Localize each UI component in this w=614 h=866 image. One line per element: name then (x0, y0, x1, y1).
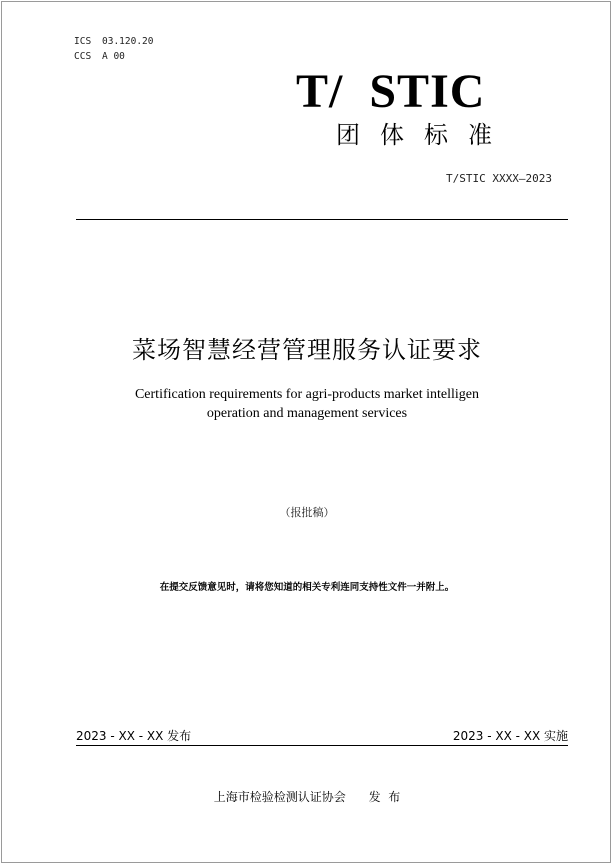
ccs-value: A 00 (102, 51, 125, 62)
publisher-name: 上海市检验检测认证协会 (213, 790, 346, 804)
title-chinese: 菜场智慧经营管理服务认证要求 (132, 336, 482, 364)
standard-logo: T/ STIC (296, 65, 486, 118)
standard-type: 团体标准 (336, 121, 512, 149)
ics-label: ICS (74, 36, 92, 47)
standard-code: T/STIC XXXX—2023 (446, 172, 552, 185)
publisher (0, 788, 614, 805)
ccs-label: CCS (74, 51, 92, 62)
draft-status: （报批稿） (279, 506, 335, 519)
patent-notice: 在提交反馈意见时，请将您知道的相关专利连同支持性文件一并附上。 (159, 582, 455, 593)
publish-date: 2023 - XX - XX 发布 (76, 729, 192, 743)
title-english-line1: Certification requirements for agri-products market intelligen (134, 387, 480, 402)
ics-row (74, 34, 153, 49)
publisher-action: 发 布 (368, 790, 401, 804)
implement-date: 2023 - XX - XX 实施 (452, 729, 568, 743)
title-english (0, 385, 614, 423)
ics-value: 03.120.20 (102, 36, 154, 47)
classification-codes (74, 34, 153, 64)
top-divider (76, 219, 568, 220)
ccs-row (74, 49, 153, 64)
title-english-line2: operation and management services (206, 406, 408, 421)
bottom-divider (76, 745, 568, 746)
